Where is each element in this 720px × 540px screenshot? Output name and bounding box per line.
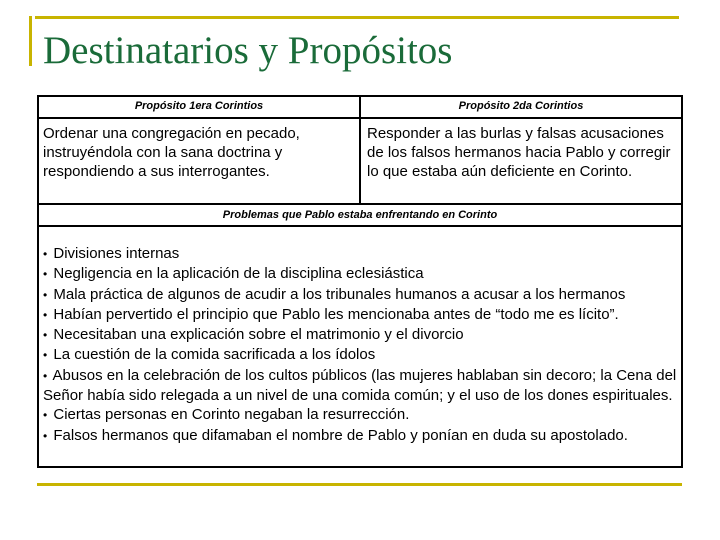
bullet-icon: • [43,428,48,443]
col2-header: Propósito 2da Corintios [458,100,584,112]
bullet-icon: • [43,408,48,423]
problems-header-divider [39,225,681,227]
bullet-icon: • [43,348,48,363]
list-item: • Habían pervertido el principio que Pablo les mencionaba antes de “todo me es lícito”. [43,305,619,323]
col1-header: Propósito 1era Corintios [134,100,264,112]
bullet-icon: • [43,368,48,383]
bullet-icon: • [43,287,48,302]
list-item: • Falsos hermanos que difamaban el nombre de Pablo y ponían en duda su apostolado. [43,426,628,444]
decorative-left-line [29,16,32,66]
list-item: • Negligencia en la aplicación de la disciplina eclesiástica [43,265,424,283]
slide-title: Destinatarios y Propósitos [43,29,453,72]
decorative-bottom-line [37,483,682,486]
bullet-icon: • [43,247,48,261]
purposes-table [37,95,683,468]
purpose-row-divider [39,203,681,205]
list-item: • Mala práctica de algunos de acudir a los tribunales humanos a acusar a los hermanos [43,285,626,303]
list-item: • La cuestión de la comida sacrificada a los ídolos [43,346,376,364]
bullet-icon: • [43,307,48,322]
list-item: • Ciertas personas en Corinto negaban la resurrección. [43,406,410,424]
col2-purpose-text: Responder a las burlas y falsas acusaciones de los falsos hermanos hacia Pablo y corregir lo que estaba aún deficiente en Corinto. [367,125,671,180]
list-item: • Necesitaban una explicación sobre el matrimonio y el divorcio [43,326,464,344]
problems-header: Problemas que Pablo estaba enfrentando en Corinto [222,209,498,221]
list-item: • Abusos en la celebración de los cultos públicos (las mujeres hablaban sin decoro; la Cena del Señor había sido relegada a un nivel de una comida común; y el uso de los dones espirituales. [43,366,677,405]
problems-list [43,244,679,446]
col1-purpose-text: Ordenar una congregación en pecado, instruyéndola con la sana doctrina y respondiendo a sus interrogantes. [43,125,300,180]
column-divider [359,97,361,205]
bullet-icon: • [43,267,48,282]
decorative-top-line [35,16,679,19]
header-row-divider [39,117,681,119]
bullet-icon: • [43,328,48,343]
list-item: • Divisiones internas [43,245,180,262]
